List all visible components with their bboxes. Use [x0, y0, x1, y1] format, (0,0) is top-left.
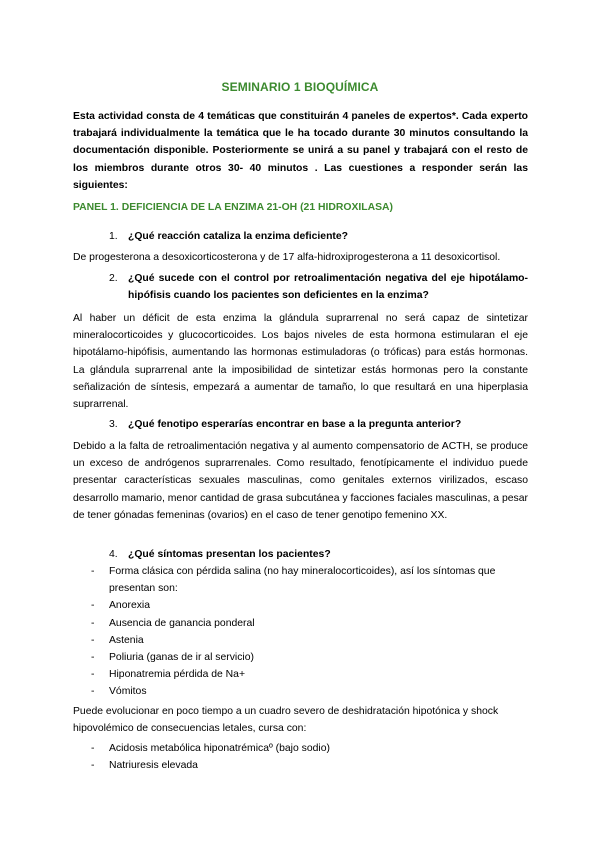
list-item: - Forma clásica con pérdida salina (no hay mineralocorticoides), así los síntomas que presentan son:: [91, 563, 528, 597]
dash-bullet: -: [91, 669, 95, 681]
question-text: ¿Qué sucede con el control por retroalimentación negativa del eje hipotálamo-hipófisis cuando los pacientes son deficientes en la enzima?: [128, 273, 528, 302]
question-4: [101, 546, 528, 563]
list-item: - Hiponatremia pérdida de Na+: [91, 666, 528, 683]
dash-bullet: -: [91, 617, 95, 629]
question-number: 1.: [109, 231, 118, 242]
intro-paragraph: Esta actividad consta de 4 temáticas que constituirán 4 paneles de expertos*. Cada experto trabajará individualmente la temática que le ha tocado durante 30 minutos consultando la documentación disponible. Posteriormente se unirá a su panel y trabajará con el resto de los miembros durante otros 30- 40 minutos . Las cuestiones a responder serán las siguientes:: [73, 111, 528, 191]
question-3: [101, 416, 528, 433]
list-item: - Anorexia: [91, 597, 528, 614]
list-item: - Ausencia de ganancia ponderal: [91, 615, 528, 632]
symptoms-list: [91, 563, 528, 701]
question-text: ¿Qué reacción cataliza la enzima deficiente?: [128, 231, 349, 242]
dash-bullet: -: [91, 566, 95, 577]
dash-bullet: -: [91, 743, 95, 754]
document-title: SEMINARIO 1 BIOQUÍMICA: [221, 80, 379, 94]
dash-bullet: -: [91, 600, 95, 612]
answer-2: Al haber un déficit de esta enzima la glándula suprarrenal no será capaz de sintetizar mineralocorticoides y glucocorticoides. Los bajos niveles de esta hormona estimularan el eje hipotálamo-hipófisis, aumentando las hormonas estimuladoras (o tróficas) para estás hormonas. La glándula suprarrenal ante la imposibilidad de sintetizar estás hormonas pero la constante señalización de síntesis, empezará a aumentar de tamaño, lo que resultará en una hiperplasia suprarrenal.: [73, 313, 528, 411]
panel-heading: PANEL 1. DEFICIENCIA DE LA ENZIMA 21-OH (21 HIDROXILASA): [73, 202, 394, 213]
question-text: ¿Qué fenotipo esperarías encontrar en base a la pregunta anterior?: [128, 419, 462, 430]
question-text: ¿Qué síntomas presentan los pacientes?: [128, 549, 331, 560]
list-item: - Astenia: [91, 632, 528, 649]
list-item: - Natriuresis elevada: [91, 757, 528, 774]
question-2: [101, 270, 528, 304]
dash-bullet: -: [91, 634, 95, 646]
evolution-paragraph: Puede evolucionar en poco tiempo a un cuadro severo de deshidratación hipotónica y shock hipovolémico de consecuencias letales, cursa con:: [73, 706, 499, 735]
question-number: 2.: [109, 273, 118, 284]
list-item: - Vómitos: [91, 683, 528, 700]
question-number: 3.: [109, 419, 118, 430]
question-1: [101, 228, 528, 245]
answer-1: De progesterona a desoxicorticosterona y de 17 alfa-hidroxiprogesterona a 11 desoxicortisol.: [73, 252, 501, 263]
list-item: - Poliuria (ganas de ir al servicio): [91, 649, 528, 666]
dash-bullet: -: [91, 760, 95, 772]
dash-bullet: -: [91, 686, 95, 698]
list-item: - Acidosis metabólica hiponatrémicaº (bajo sodio): [91, 740, 528, 757]
evolution-list: [91, 740, 528, 774]
answer-3: Debido a la falta de retroalimentación negativa y al aumento compensatorio de ACTH, se produce un exceso de andrógenos suprarrenales. Como resultado, fenotípicamente el individuo puede presentar características sexuales masculinas, como genitales externos virilizados, escaso desarrollo mamario, menor cantidad de grasa subcutánea y facciones faciales masculinas, a pesar de tener gónadas femeninas (ovarios) en el caso de tener genotipo femenino XX.: [73, 441, 528, 521]
dash-bullet: -: [91, 652, 95, 664]
question-number: 4.: [109, 549, 118, 560]
